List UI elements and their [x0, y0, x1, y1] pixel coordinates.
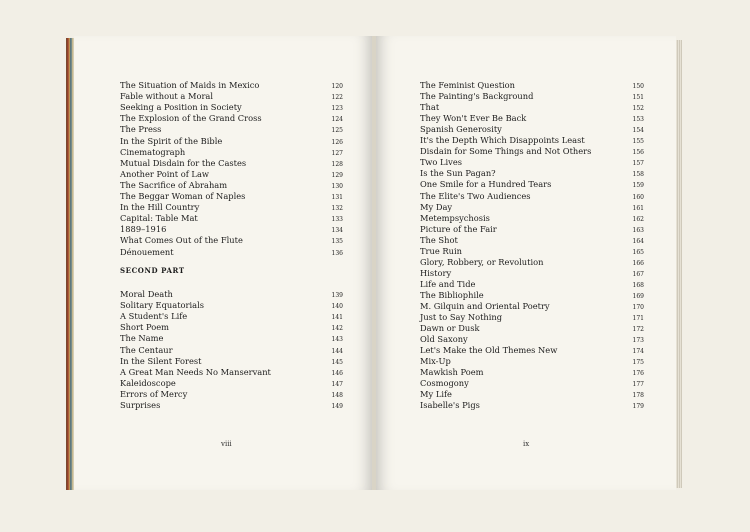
toc-entry	[420, 290, 644, 301]
toc-entry-page: 159	[632, 182, 644, 190]
toc-entry-page: 134	[331, 227, 343, 235]
toc-entry-title: The Feminist Question	[420, 80, 516, 90]
toc-entry-page: 143	[331, 336, 343, 344]
toc-entry-title: Capital: Table Mat	[120, 213, 198, 224]
toc-entry-page: 128	[331, 160, 343, 168]
toc-entry-page: 168	[632, 281, 644, 289]
toc-entry-page: 140	[331, 303, 343, 311]
toc-entry	[420, 179, 644, 190]
toc-entry-title: Another Point of Law	[120, 168, 209, 179]
toc-entry-title: The Painting's Background	[420, 91, 534, 102]
toc-entry	[120, 158, 343, 169]
toc-entry-page: 178	[632, 392, 644, 400]
toc-entry-page: 152	[632, 105, 644, 113]
toc-entry	[420, 235, 644, 246]
toc-entry	[420, 202, 644, 213]
toc-entry	[120, 147, 343, 158]
toc-entry	[120, 247, 343, 258]
toc-entry-page: 175	[632, 359, 644, 367]
toc-entry	[120, 102, 343, 113]
toc-entry-page: 133	[331, 216, 343, 224]
toc-entry	[420, 356, 644, 367]
toc-entry-title: Cinematograph	[120, 146, 186, 157]
toc-entry-title: Dénouement	[120, 246, 174, 257]
toc-entry-title: One Smile for a Hundred Tears	[420, 179, 552, 190]
toc-entry	[420, 345, 644, 356]
toc-entry	[120, 322, 343, 333]
toc-entry	[420, 334, 644, 345]
toc-entry	[120, 378, 343, 389]
toc-entry-page: 172	[632, 326, 644, 334]
toc-entry-title: That	[420, 102, 440, 113]
toc-entry-page: 162	[632, 215, 644, 223]
toc-entry-page: 157	[632, 160, 644, 168]
toc-entry	[120, 202, 343, 213]
toc-entry-title: Metempsychosis	[420, 212, 490, 223]
toc-entry-title: Errors of Mercy	[120, 388, 188, 399]
toc-entry-page: 139	[331, 292, 343, 299]
toc-entry	[420, 378, 644, 389]
toc-entry	[420, 257, 644, 268]
toc-entry-title: Moral Death	[120, 289, 173, 299]
toc-entry-title: The Press	[120, 124, 162, 135]
toc-entry	[120, 356, 343, 367]
toc-entry-title: True Ruin	[420, 245, 462, 256]
toc-entry-title: Cosmogony	[420, 378, 469, 389]
toc-entry	[120, 80, 343, 91]
toc-entry-page: 142	[331, 325, 343, 333]
toc-entry-title: Old Saxony	[420, 334, 468, 345]
toc-entry-page: 141	[331, 314, 343, 322]
toc-entry-page: 150	[632, 83, 644, 90]
toc-entry	[120, 136, 343, 147]
toc-entry-title: A Student's Life	[120, 311, 188, 322]
toc-entry-title: Is the Sun Pagan?	[420, 168, 496, 179]
toc-entry-page: 130	[331, 182, 343, 190]
toc-entry-title: The Elite's Two Audiences	[420, 190, 531, 201]
toc-entry	[420, 312, 644, 323]
toc-entry-page: 160	[632, 193, 644, 201]
toc-entry-page: 151	[632, 94, 644, 102]
toc-entry	[120, 169, 343, 180]
toc-entry	[120, 124, 343, 135]
toc-entry-page: 155	[632, 138, 644, 146]
toc-entry-title: The Explosion of the Grand Cross	[120, 113, 262, 124]
toc-entry-title: Two Lives	[420, 157, 462, 168]
toc-entry-page: 120	[331, 83, 343, 90]
toc-entry	[120, 345, 343, 356]
toc-entry-page: 124	[331, 116, 343, 124]
section-heading: SECOND PART	[120, 266, 185, 275]
page-number-left: viii	[221, 440, 232, 448]
toc-entry	[120, 311, 343, 322]
toc-entry	[120, 213, 343, 224]
toc-entry-page: 126	[331, 138, 343, 146]
toc-entry	[420, 113, 644, 124]
toc-entry	[120, 235, 343, 246]
toc-entry-title: Disdain for Some Things and Not Others	[420, 146, 592, 157]
toc-entry-title: Surprises	[120, 400, 161, 410]
toc-entry-title: Life and Tide	[420, 278, 476, 289]
toc-entry	[120, 91, 343, 102]
toc-entry-page: 123	[331, 105, 343, 113]
toc-entry-page: 122	[331, 94, 343, 102]
toc-entry	[420, 301, 644, 312]
toc-entry-title: Mawkish Poem	[420, 367, 484, 378]
toc-entry	[420, 213, 644, 224]
toc-entry-title: It's the Depth Which Disappoints Least	[420, 135, 585, 146]
toc-entry-title: Fable without a Moral	[120, 91, 214, 102]
toc-entry-title: Dawn or Dusk	[420, 323, 480, 334]
toc-entry-page: 127	[331, 149, 343, 157]
toc-entry	[420, 246, 644, 257]
toc-entry-page: 158	[632, 171, 644, 179]
toc-entry-page: 146	[331, 369, 343, 377]
open-book	[66, 36, 682, 490]
toc-entry-page: 163	[632, 226, 644, 234]
toc-entry-title: Let's Make the Old Themes New	[420, 345, 558, 356]
toc-entry-title: Isabelle's Pigs	[420, 400, 480, 411]
toc-entry-title: Solitary Equatorials	[120, 300, 205, 311]
toc-entry	[120, 389, 343, 400]
toc-entry-title: In the Silent Forest	[120, 355, 202, 366]
toc-entry-page: 132	[331, 205, 343, 213]
toc-entry-page: 147	[331, 380, 343, 388]
toc-entry	[420, 80, 644, 91]
toc-entry-page: 129	[331, 171, 343, 179]
toc-entry-title: Seeking a Position in Society	[120, 102, 242, 113]
toc-entry-page: 125	[331, 127, 343, 135]
toc-entry	[420, 124, 644, 135]
toc-entry	[420, 102, 644, 113]
toc-entry-page: 166	[632, 259, 644, 267]
toc-entry	[420, 279, 644, 290]
toc-entry-page: 177	[632, 381, 644, 389]
toc-entry-title: What Comes Out of the Flute	[120, 235, 243, 246]
toc-entry-page: 131	[331, 194, 343, 201]
toc-entry-title: The Situation of Maids in Mexico	[120, 80, 260, 90]
toc-entry-title: Kaleidoscope	[120, 377, 176, 388]
toc-entry-page: 165	[632, 248, 644, 256]
toc-entry	[420, 268, 644, 279]
toc-entry	[120, 191, 343, 202]
toc-entry-title: The Beggar Woman of Naples	[120, 191, 246, 201]
toc-entry-title: The Shot	[420, 234, 458, 245]
toc-entry	[420, 367, 644, 378]
toc-entry	[120, 333, 343, 344]
right-page	[376, 36, 676, 490]
left-page	[74, 36, 372, 490]
page-number-right: ix	[523, 440, 530, 448]
toc-entry	[420, 146, 644, 157]
toc-entry-title: In the Spirit of the Bible	[120, 135, 223, 146]
toc-entry-page: 179	[632, 403, 644, 411]
toc-entry	[120, 224, 343, 235]
toc-entry-title: History	[420, 267, 452, 278]
toc-entry	[420, 135, 644, 146]
toc-entry	[420, 168, 644, 179]
toc-entry-page: 167	[632, 270, 644, 278]
toc-entry-title: Mutual Disdain for the Castes	[120, 157, 247, 168]
toc-entry-page: 136	[331, 249, 343, 257]
toc-entry-page: 171	[632, 315, 644, 323]
toc-entry-page: 164	[632, 237, 644, 245]
toc-entry-page: 154	[632, 127, 644, 135]
toc-entry	[120, 300, 343, 311]
toc-entry-page: 153	[632, 116, 644, 124]
toc-entry-title: My Life	[420, 389, 452, 400]
toc-entry-title: Glory, Robbery, or Revolution	[420, 256, 544, 267]
toc-entry-page: 144	[331, 347, 343, 355]
toc-entry-title: Mix-Up	[420, 356, 451, 367]
toc-entry-title: My Day	[420, 201, 453, 212]
toc-entry	[120, 367, 343, 378]
toc-entry-title: In the Hill Country	[120, 202, 200, 213]
toc-entry	[420, 191, 644, 202]
toc-entry-page: 173	[632, 337, 644, 345]
toc-entry-page: 161	[632, 204, 644, 212]
page-edges	[676, 40, 682, 488]
toc-entry-page: 176	[632, 370, 644, 378]
toc-entry-title: 1889–1916	[120, 224, 167, 235]
book-spine-edge	[66, 38, 74, 490]
toc-entry-title: The Sacrifice of Abraham	[120, 179, 228, 190]
toc-entry-page: 135	[331, 238, 343, 246]
toc-entry-page: 149	[331, 403, 343, 410]
toc-entry-title: The Name	[120, 333, 164, 344]
toc-entry-title: M. Gilquin and Oriental Poetry	[420, 301, 550, 311]
toc-entry-title: Just to Say Nothing	[420, 312, 503, 323]
toc-entry-title: A Great Man Needs No Manservant	[120, 366, 271, 377]
toc-entry	[120, 400, 343, 411]
toc-entry-page: 170	[632, 304, 644, 311]
toc-entry-title: The Centaur	[120, 344, 173, 355]
toc-entry	[420, 389, 644, 400]
toc-entry-page: 169	[632, 292, 644, 300]
toc-entry	[420, 323, 644, 334]
toc-entry	[120, 289, 343, 300]
toc-entry	[420, 91, 644, 102]
toc-entry-title: The Bibliophile	[420, 289, 484, 300]
toc-entry	[420, 157, 644, 168]
toc-entry-title: Short Poem	[120, 322, 169, 333]
toc-entry-page: 156	[632, 149, 644, 157]
toc-entry-page: 174	[632, 348, 644, 356]
toc-entry	[120, 180, 343, 191]
toc-entry-title: Spanish Generosity	[420, 124, 502, 135]
toc-entry	[420, 224, 644, 235]
toc-entry	[120, 113, 343, 124]
toc-entry-page: 148	[331, 391, 343, 399]
toc-entry	[420, 400, 644, 411]
toc-entry-title: They Won't Ever Be Back	[420, 113, 527, 124]
toc-entry-title: Picture of the Fair	[420, 223, 497, 234]
toc-entry-page: 145	[331, 358, 343, 366]
